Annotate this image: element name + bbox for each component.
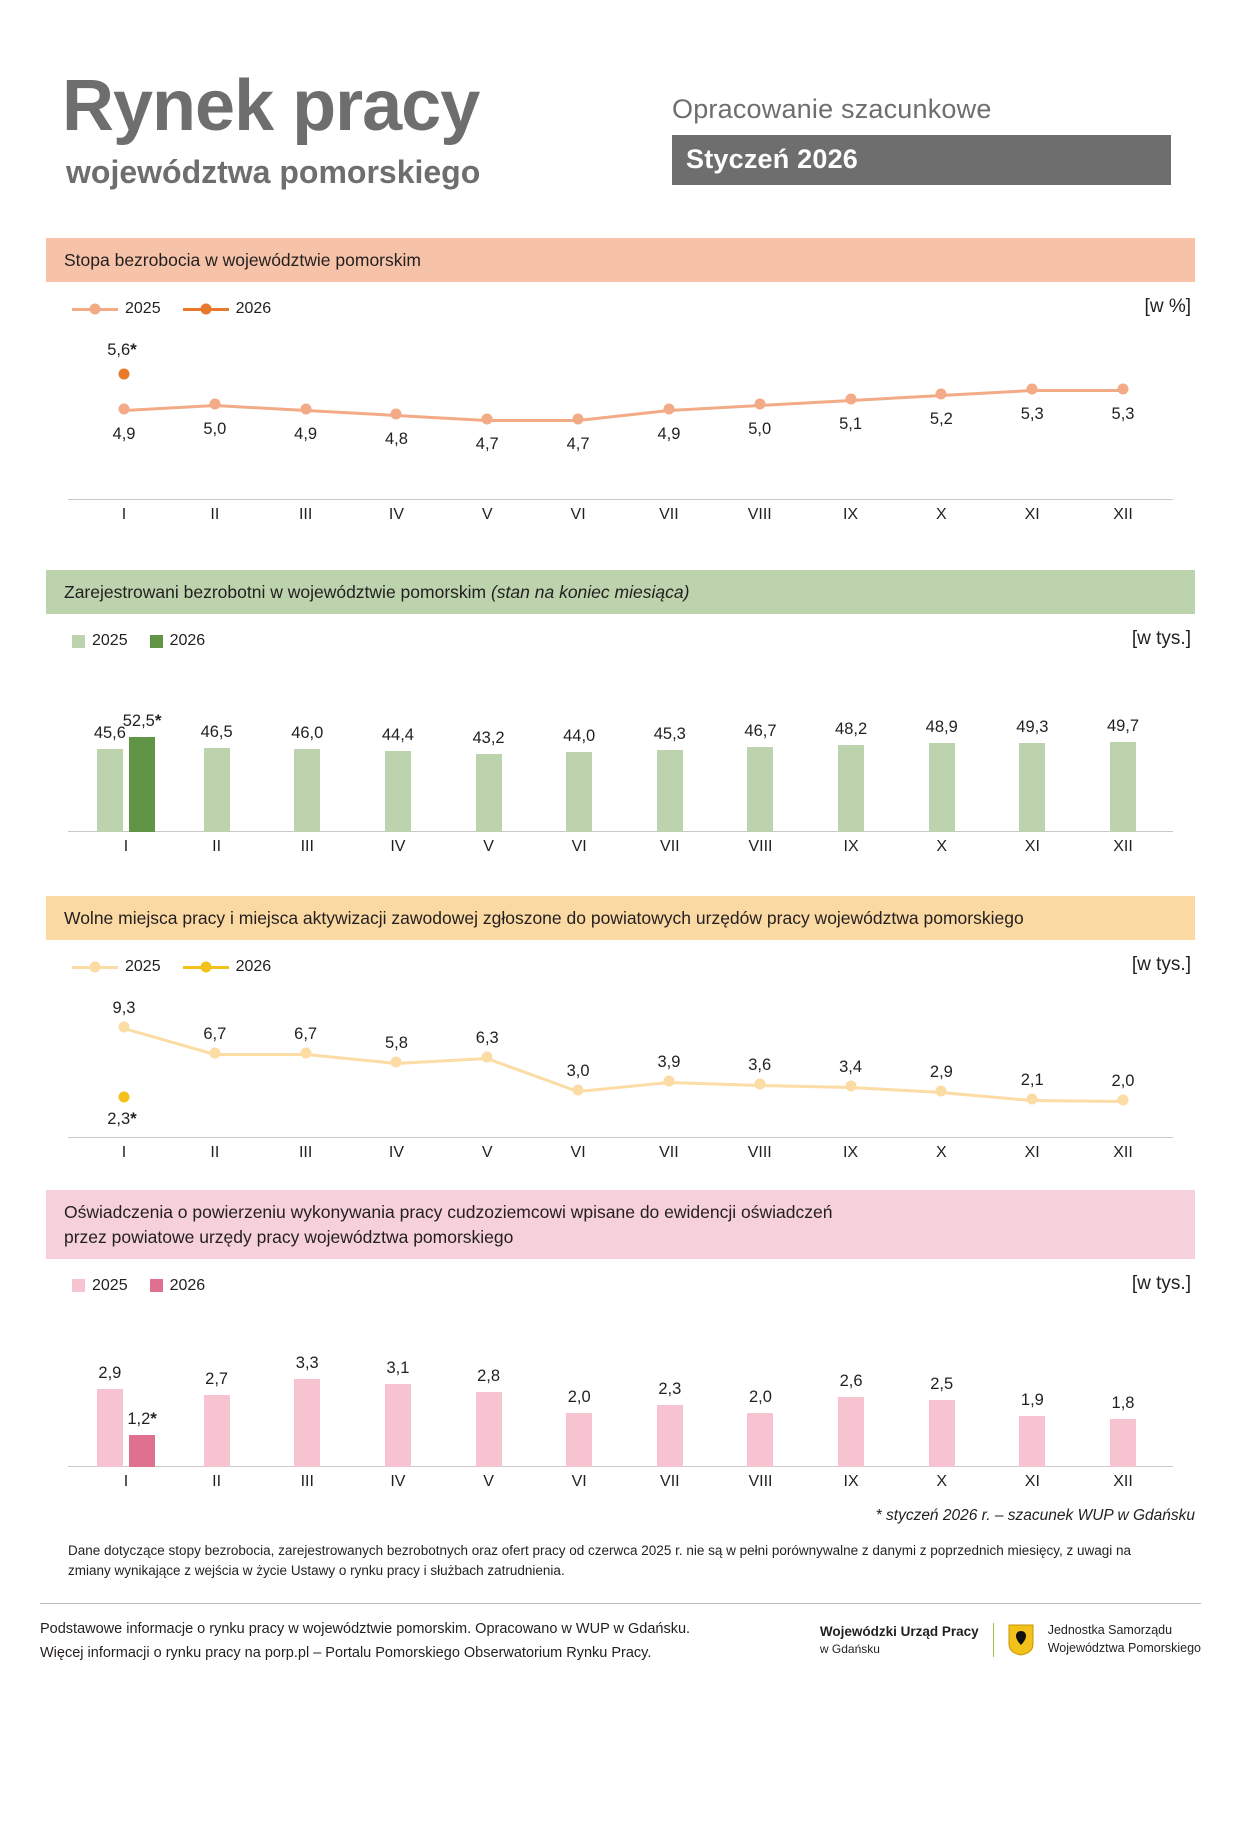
bar-2025 (1019, 1416, 1045, 1467)
report-month-badge: Styczeń 2026 (672, 135, 1171, 185)
x-tick-label: XI (1024, 506, 1040, 524)
data-label-2025: 2,0 (1111, 1072, 1135, 1091)
line-segment (850, 394, 941, 402)
data-point-2025 (300, 404, 311, 415)
header-right-block (672, 96, 1172, 185)
line-segment (396, 1057, 487, 1065)
legend-square-icon (72, 1279, 85, 1292)
data-label-2025: 3,0 (566, 1062, 590, 1081)
bar-label-2026: 1,2* (127, 1408, 157, 1428)
wup-name: Wojewódzki Urząd Pracy (819, 1623, 979, 1639)
x-tick-label: VII (660, 838, 680, 856)
line-segment (941, 1091, 1032, 1102)
bar-label-2026: 52,5* (122, 710, 162, 730)
line-segment (941, 389, 1032, 397)
legend-item-2026 (150, 1277, 206, 1295)
x-tick-label: I (123, 1472, 129, 1490)
x-tick-label: IX (843, 1472, 859, 1490)
data-label-2025: 5,0 (748, 420, 772, 439)
x-tick-label: XII (1113, 506, 1133, 524)
x-tick-label: IV (390, 838, 406, 856)
section-2-banner (46, 570, 1195, 614)
legend-label-2026: 2026 (235, 958, 272, 976)
x-tick-label: IX (843, 838, 859, 856)
line-segment (396, 414, 487, 422)
data-point-2025 (573, 1085, 584, 1096)
infographic-page (0, 66, 1241, 1833)
data-label-2025: 4,9 (112, 425, 136, 444)
data-label-2025: 5,1 (839, 415, 862, 434)
line-segment (487, 1057, 579, 1092)
x-tick-label: III (300, 838, 314, 856)
data-label-2025: 4,9 (657, 425, 681, 444)
data-point-2025 (663, 1076, 674, 1087)
data-label-2025: 5,8 (384, 1034, 408, 1053)
data-label-2025: 6,7 (203, 1025, 227, 1044)
data-point-2025 (209, 399, 220, 410)
jst-line-1: Jednostka Samorządu (1047, 1623, 1173, 1638)
x-tick-label: V (481, 1144, 493, 1162)
data-label-2025: 6,3 (475, 1029, 499, 1048)
x-tick-label: VI (571, 838, 587, 856)
legend-line-icon (72, 308, 118, 311)
x-tick-label: II (210, 506, 220, 524)
chart-vacancies (46, 954, 1195, 1168)
legend-item-2025 (72, 1277, 128, 1295)
chart-4-x-axis (46, 1467, 1195, 1497)
x-tick-label: V (483, 838, 494, 856)
x-tick-label: IV (388, 506, 405, 524)
bar-2025 (747, 1413, 773, 1466)
data-label-2025: 4,8 (384, 430, 408, 449)
line-segment (850, 1086, 941, 1094)
bar-label-2025: 46,0 (291, 723, 324, 742)
data-label-2025: 3,4 (839, 1058, 862, 1077)
x-tick-label: I (121, 1144, 127, 1162)
chart-4-legend-row (46, 1273, 1195, 1307)
bar-label-2025: 44,4 (381, 726, 414, 745)
chart-1-legend-row (46, 296, 1195, 330)
data-point-2025 (300, 1048, 311, 1059)
bar-label-2025: 1,9 (1020, 1391, 1044, 1410)
bar-2026 (129, 737, 155, 833)
x-tick-label: VIII (748, 838, 773, 856)
legend-line-icon (183, 308, 229, 311)
bar-2025 (385, 751, 411, 832)
page-title: Rynek pracy (62, 66, 480, 146)
x-tick-label: X (936, 506, 947, 524)
bar-2025 (97, 1389, 123, 1466)
bar-2025 (204, 748, 230, 833)
section-2-title-italic: (stan na koniec miesiąca) (490, 582, 690, 603)
legend-square-icon (150, 1279, 163, 1292)
chart-2-x-axis (46, 832, 1195, 862)
footer-logos (820, 1622, 1201, 1657)
logo-divider (993, 1623, 994, 1657)
bar-2025 (929, 1400, 955, 1467)
bar-label-2025: 49,7 (1106, 716, 1140, 735)
data-point-2025 (391, 1057, 402, 1068)
legend-item-2025 (72, 632, 128, 650)
x-tick-label: XII (1113, 1472, 1133, 1490)
data-label-2025: 5,0 (203, 420, 227, 439)
x-tick-label: X (936, 1472, 948, 1490)
line-segment (578, 1081, 669, 1093)
x-tick-label: II (210, 1144, 220, 1162)
x-tick-label: IX (842, 1144, 859, 1162)
section-1-title: Stopa bezrobocia w województwie pomorskim (64, 250, 421, 270)
data-point-2025 (209, 1048, 220, 1059)
legend-square-icon (72, 635, 85, 648)
chart-declarations (46, 1273, 1195, 1497)
data-label-2025: 4,7 (566, 435, 590, 454)
x-tick-label: XII (1113, 1144, 1133, 1162)
section-3-banner (46, 896, 1195, 940)
data-point-2025 (754, 399, 765, 410)
section-1-banner (46, 238, 1195, 282)
data-label-2025: 2,1 (1020, 1071, 1044, 1090)
x-tick-label: V (483, 1472, 494, 1490)
section-3-title: Wolne miejsca pracy i miejsca aktywizacji zawodowej zgłoszone do powiatowych urzędów pracy województwa pomorskiego (64, 908, 1024, 929)
bar-2025 (385, 1384, 411, 1467)
footer-divider (40, 1603, 1201, 1604)
bar-2025 (204, 1395, 230, 1467)
chart-2-legend (72, 632, 205, 650)
legend-item-2026 (183, 958, 272, 976)
legend-label-2025: 2025 (125, 300, 161, 318)
bar-label-2025: 2,7 (205, 1369, 229, 1388)
x-tick-label: VI (571, 1472, 587, 1490)
line-segment (760, 1084, 851, 1089)
section-2-title: Zarejestrowani bezrobotni w województwie pomorskim (64, 582, 491, 603)
data-point-2025 (1027, 1094, 1038, 1105)
bar-2025 (566, 752, 592, 832)
x-tick-label: X (936, 1144, 947, 1162)
wup-logo-text (820, 1623, 979, 1657)
x-tick-label: XI (1024, 1472, 1040, 1490)
bar-label-2025: 43,2 (472, 728, 505, 747)
data-point-2026 (119, 369, 130, 380)
data-point-2025 (391, 409, 402, 420)
data-point-2025 (119, 404, 130, 415)
estimate-footnote: * styczeń 2026 r. – szacunek WUP w Gdańsku (875, 1506, 1195, 1524)
data-point-2025 (573, 414, 584, 425)
chart-registered-unemployed (46, 628, 1195, 862)
line-segment (124, 1027, 216, 1055)
bar-2026 (129, 1435, 155, 1467)
bar-label-2025: 45,6 (93, 724, 126, 743)
legend-label-2025: 2025 (92, 632, 128, 650)
bar-label-2025: 2,3 (658, 1380, 682, 1399)
data-label-2025: 4,7 (475, 435, 499, 454)
chart-2-legend-row (46, 628, 1195, 662)
chart-4-unit: [w tys.] (1131, 1272, 1191, 1294)
data-point-2025 (1027, 384, 1038, 395)
chart-3-x-axis (46, 1138, 1195, 1168)
bar-label-2025: 48,2 (835, 719, 868, 738)
line-segment (669, 404, 760, 412)
chart-1-x-axis (46, 500, 1195, 530)
x-tick-label: VI (570, 506, 586, 524)
bar-2025 (97, 749, 123, 832)
methodology-note: Dane dotyczące stopy bezrobocia, zarejestrowanych bezrobotnych oraz ofert pracy od czerwca 2025 r. nie są w pełni porównywalne z danymi z poprzednich miesięcy, z uwagi na zmiany wynikające z wejścia w życie Ustawy o rynku pracy i służbach zatrudnienia. (68, 1542, 1132, 1578)
bar-label-2025: 1,8 (1111, 1393, 1135, 1412)
bar-label-2025: 2,8 (477, 1367, 500, 1386)
jst-logo-text (1048, 1622, 1201, 1657)
chart-1-legend (72, 300, 271, 318)
x-tick-label: VII (660, 1472, 680, 1490)
line-segment (578, 409, 669, 422)
x-tick-label: III (300, 1472, 314, 1490)
x-tick-label: VII (659, 1144, 679, 1162)
bar-label-2025: 48,9 (925, 718, 958, 737)
bar-2025 (747, 747, 773, 832)
chart-2-unit: [w tys.] (1131, 628, 1191, 650)
x-tick-label: VIII (748, 1472, 773, 1490)
data-point-2025 (845, 1081, 856, 1092)
bar-2025 (1110, 1419, 1136, 1467)
data-label-2025: 2,9 (929, 1063, 953, 1082)
legend-item-2025 (72, 300, 161, 318)
chart-1-unit: [w %] (1144, 296, 1191, 318)
bar-label-2025: 2,6 (839, 1372, 863, 1391)
legend-label-2025: 2025 (92, 1276, 128, 1294)
bar-label-2025: 2,9 (98, 1364, 122, 1383)
data-point-2025 (936, 1086, 947, 1097)
section-4-title-line1: Oświadczenia o powierzeniu wykonywania pracy cudzoziemcowi wpisane do ewidencji oświadczeń (64, 1202, 833, 1223)
bar-2025 (657, 750, 683, 833)
x-tick-label: V (481, 506, 493, 524)
x-tick-label: I (123, 838, 129, 856)
bar-2025 (566, 1413, 592, 1466)
page-header (0, 66, 1241, 238)
data-point-2025 (754, 1079, 765, 1090)
data-label-2025: 5,3 (1020, 405, 1044, 424)
legend-item-2025 (72, 958, 161, 976)
legend-line-icon (183, 966, 229, 969)
bar-label-2025: 46,7 (744, 722, 777, 741)
bar-label-2025: 45,3 (653, 724, 686, 743)
chart-unemployment-rate (46, 296, 1195, 530)
x-tick-label: VIII (747, 506, 772, 524)
bar-2025 (294, 749, 320, 833)
data-label-2025: 4,9 (294, 425, 318, 444)
line-segment (669, 1081, 760, 1087)
line-segment (124, 404, 215, 412)
bar-2025 (1019, 743, 1045, 833)
bar-2025 (838, 745, 864, 833)
x-tick-label: IX (842, 506, 859, 524)
data-label-2025: 6,7 (294, 1025, 318, 1044)
data-point-2025 (936, 389, 947, 400)
line-segment (305, 1053, 396, 1065)
bar-label-2025: 3,1 (386, 1359, 410, 1378)
bar-2025 (838, 1397, 864, 1466)
x-tick-label: VIII (747, 1144, 772, 1162)
bar-2025 (657, 1405, 683, 1466)
x-tick-label: IV (390, 1472, 406, 1490)
data-point-2026 (119, 1092, 130, 1103)
page-footer (40, 1618, 1201, 1692)
bar-2025 (476, 1392, 502, 1467)
legend-label-2026: 2026 (169, 1276, 206, 1294)
data-label-2025: 5,2 (929, 410, 953, 429)
section-4-banner (46, 1190, 1195, 1258)
bar-label-2025: 49,3 (1016, 717, 1049, 736)
footer-line-1: Podstawowe informacje o rynku pracy w województwie pomorskim. Opracowano w WUP w Gdańsku. (40, 1621, 691, 1638)
data-label-2025: 9,3 (112, 999, 136, 1018)
bar-label-2025: 2,0 (567, 1388, 591, 1407)
line-segment (215, 404, 306, 412)
bar-2025 (294, 1379, 320, 1467)
chart-4-plot (46, 1307, 1195, 1467)
bar-2025 (1110, 742, 1136, 833)
data-point-2025 (482, 1052, 493, 1063)
bar-2025 (929, 743, 955, 832)
report-kind-label: Opracowanie szacunkowe (672, 94, 992, 124)
chart-3-plot (46, 988, 1195, 1138)
x-tick-label: I (121, 506, 127, 524)
data-point-2025 (119, 1022, 130, 1033)
data-point-2025 (1118, 384, 1129, 395)
legend-line-icon (72, 966, 118, 969)
x-tick-label: III (298, 1144, 313, 1162)
x-tick-label: II (212, 1472, 222, 1490)
section-4-title-line2: przez powiatowe urzędy pracy województwa pomorskiego (64, 1226, 514, 1247)
legend-label-2025: 2025 (125, 958, 161, 976)
data-point-2025 (845, 394, 856, 405)
line-segment (215, 1053, 306, 1056)
chart-2-plot (46, 662, 1195, 832)
line-segment (306, 409, 397, 417)
wup-city: w Gdańsku (819, 1641, 880, 1656)
chart-3-unit: [w tys.] (1131, 954, 1191, 976)
x-tick-label: X (936, 838, 948, 856)
bar-label-2025: 3,3 (295, 1353, 319, 1372)
data-point-2025 (1118, 1095, 1129, 1106)
bar-label-2025: 44,0 (563, 727, 596, 746)
pomorskie-crest-icon (1008, 1624, 1034, 1656)
footer-line-2: Więcej informacji o rynku pracy na porp.pl – Portalu Pomorskiego Obserwatorium Rynku Pracy. (40, 1645, 652, 1662)
bar-label-2025: 2,5 (930, 1375, 954, 1394)
x-tick-label: III (298, 506, 313, 524)
bar-label-2025: 2,0 (748, 1388, 772, 1407)
x-tick-label: II (212, 838, 222, 856)
jst-line-2: Województwa Pomorskiego (1047, 1640, 1201, 1655)
chart-4-legend (72, 1277, 205, 1295)
line-segment (1032, 389, 1123, 392)
chart-3-legend (72, 958, 271, 976)
chart-3-legend-row (46, 954, 1195, 988)
bar-2025 (476, 754, 502, 833)
legend-label-2026: 2026 (235, 300, 272, 318)
x-tick-label: XI (1024, 838, 1040, 856)
legend-item-2026 (150, 632, 206, 650)
x-tick-label: VII (659, 506, 679, 524)
bar-label-2025: 46,5 (200, 722, 233, 741)
line-segment (760, 399, 851, 407)
page-subtitle: województwa pomorskiego (66, 154, 481, 190)
chart-1-plot (46, 330, 1195, 500)
x-tick-label: XI (1024, 1144, 1040, 1162)
x-tick-label: IV (388, 1144, 405, 1162)
data-label-2025: 5,3 (1111, 405, 1135, 424)
legend-label-2026: 2026 (169, 632, 206, 650)
legend-item-2026 (183, 300, 272, 318)
data-label-2026: 2,3* (107, 1109, 137, 1129)
data-label-2025: 3,9 (657, 1053, 681, 1072)
line-segment (487, 419, 578, 422)
x-tick-label: VI (570, 1144, 586, 1162)
legend-square-icon (150, 635, 163, 648)
x-tick-label: XII (1113, 838, 1133, 856)
data-label-2025: 3,6 (748, 1056, 772, 1075)
data-point-2025 (663, 404, 674, 415)
line-segment (1032, 1099, 1123, 1103)
data-point-2025 (482, 414, 493, 425)
data-label-2026: 5,6* (107, 340, 137, 360)
